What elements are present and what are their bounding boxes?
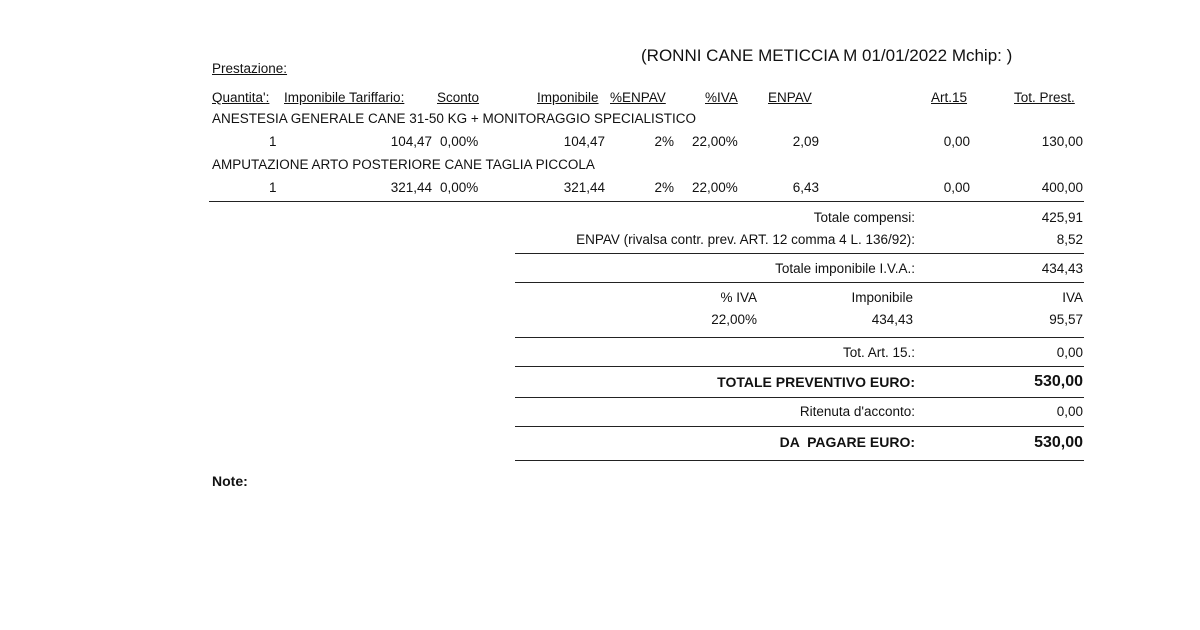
da-pagare-label: DA PAGARE EURO: [779,434,915,450]
totale-compensi-label: Totale compensi: [813,210,915,225]
item-enpav: 2,09 [792,134,819,149]
ritenuta-value: 0,00 [1056,404,1083,419]
col-imponibile: Imponibile [537,90,599,105]
summary-divider [515,282,1084,283]
item-quantita: 1 [269,134,277,149]
tot-art15-value: 0,00 [1056,345,1083,360]
col-tot-prest: Tot. Prest. [1014,90,1075,105]
col-perc-enpav: %ENPAV [610,90,666,105]
summary-divider [515,253,1084,254]
col-art15: Art.15 [931,90,968,105]
enpav-rivalsa-label: ENPAV (rivalsa contr. prev. ART. 12 comma 4 L. 136/92): [576,232,915,247]
item-quantita: 1 [269,180,277,195]
summary-divider [515,426,1084,427]
iva-row-iva: 95,57 [1049,312,1083,327]
totale-compensi-value: 425,91 [1041,210,1083,225]
item-sconto: 0,00% [440,134,479,149]
totale-imponibile-value: 434,43 [1041,261,1083,276]
patient-title: (RONNI CANE METICCIA M 01/01/2022 Mchip: ) [641,46,1013,65]
col-enpav: ENPAV [768,90,812,105]
totale-preventivo-value: 530,00 [1034,373,1083,390]
col-sconto: Sconto [437,90,480,105]
item-description: AMPUTAZIONE ARTO POSTERIORE CANE TAGLIA PICCOLA [212,157,595,172]
summary-divider [515,366,1084,367]
iva-row-perc: 22,00% [711,312,757,327]
item-sconto: 0,00% [440,180,479,195]
item-imponibile-tariffario: 321,44 [390,180,432,195]
summary-divider [515,397,1084,398]
iva-header-iva: IVA [1062,290,1083,305]
summary-divider [515,460,1084,461]
ritenuta-label: Ritenuta d'acconto: [799,404,915,419]
iva-header-imponibile: Imponibile [851,290,913,305]
tot-art15-label: Tot. Art. 15.: [842,345,915,360]
item-perc-iva: 22,00% [692,134,738,149]
item-art15: 0,00 [943,180,970,195]
totale-preventivo-label: TOTALE PREVENTIVO EURO: [717,374,915,390]
item-tot-prest: 400,00 [1041,180,1083,195]
item-tot-prest: 130,00 [1041,134,1083,149]
item-enpav: 6,43 [792,180,819,195]
item-imponibile: 104,47 [563,134,605,149]
items-divider [209,201,1084,202]
item-perc-iva: 22,00% [692,180,738,195]
item-perc-enpav: 2% [654,134,674,149]
iva-row-imponibile: 434,43 [871,312,913,327]
section-label: Prestazione: [212,61,288,76]
iva-header-perc: % IVA [720,290,757,305]
totale-imponibile-label: Totale imponibile I.V.A.: [775,261,915,276]
col-imponibile-tariffario: Imponibile Tariffario: [284,90,405,105]
item-perc-enpav: 2% [654,180,674,195]
col-perc-iva: %IVA [705,90,738,105]
enpav-rivalsa-value: 8,52 [1056,232,1083,247]
col-quantita: Quantita': [212,90,270,105]
item-imponibile-tariffario: 104,47 [390,134,432,149]
da-pagare-value: 530,00 [1034,434,1083,451]
item-description: ANESTESIA GENERALE CANE 31-50 KG + MONITORAGGIO SPECIALISTICO [212,111,697,126]
item-imponibile: 321,44 [563,180,605,195]
note-label: Note: [212,473,248,489]
item-art15: 0,00 [943,134,970,149]
summary-divider [515,337,1084,338]
